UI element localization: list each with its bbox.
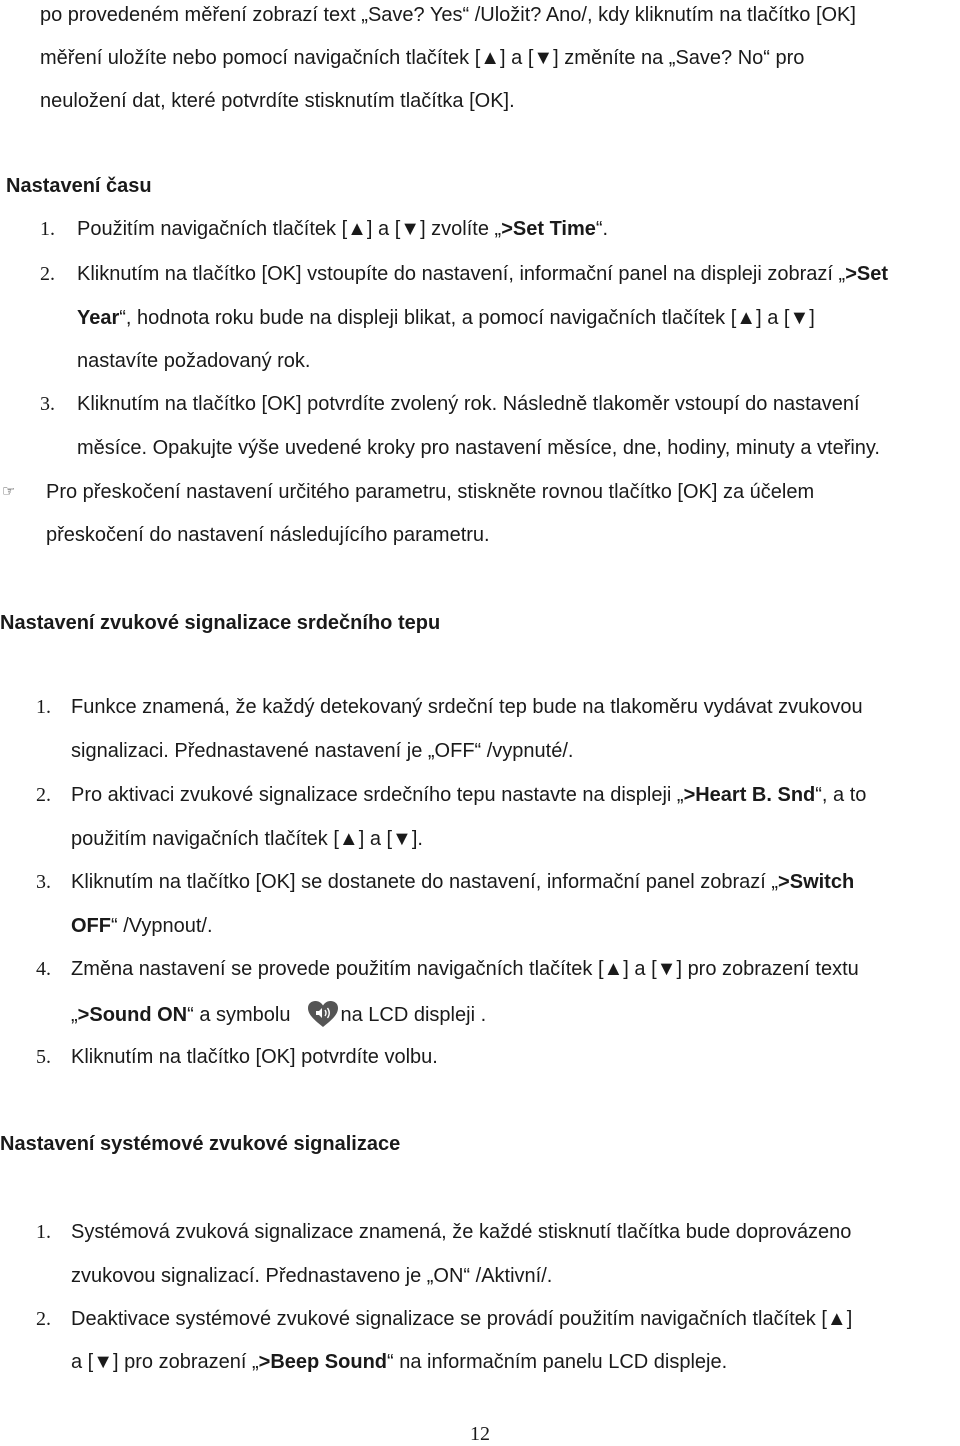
heading-system-sound: Nastavení systémové zvukové signalizace [0, 1133, 401, 1155]
heartbeat-item-3-line-1: Kliknutím na tlačítko [OK] se dostanete do nastavení, informační panel zobrazí „>Switch [71, 871, 855, 893]
heartbeat-item-4-line-2: „>Sound ON“ a symbolu na LCD displeji . [71, 1000, 486, 1028]
heartbeat-item-5-number: 5. [36, 1046, 51, 1068]
time-note-line-2: přeskočení do nastavení následujícího parametru. [46, 524, 490, 546]
system-item-2-line-1: Deaktivace systémové zvukové signalizace se provádí použitím navigačních tlačítek [▲] [71, 1308, 853, 1330]
time-item-3-number: 3. [40, 393, 55, 415]
time-item-3-line-1: Kliknutím na tlačítko [OK] potvrdíte zvolený rok. Následně tlakoměr vstoupí do nastavení [77, 393, 860, 415]
heartbeat-sound-icon [307, 1000, 339, 1028]
time-item-2-line-3: nastavíte požadovaný rok. [77, 350, 311, 372]
time-item-2-line-1: Kliknutím na tlačítko [OK] vstoupíte do nastavení, informační panel na displeji zobrazí „>Set [77, 263, 888, 285]
system-item-1-line-1: Systémová zvuková signalizace znamená, že každé stisknutí tlačítka bude doprovázeno [71, 1221, 852, 1243]
time-item-1: Použitím navigačních tlačítek [▲] a [▼] zvolíte „>Set Time“. [77, 218, 609, 240]
time-item-1-number: 1. [40, 218, 55, 240]
heartbeat-item-2-line-2: použitím navigačních tlačítek [▲] a [▼]. [71, 828, 423, 850]
heartbeat-item-3-number: 3. [36, 871, 51, 893]
heartbeat-item-5: Kliknutím na tlačítko [OK] potvrdíte volbu. [71, 1046, 438, 1068]
system-item-2-line-2: a [▼] pro zobrazení „>Beep Sound“ na informačním panelu LCD displeje. [71, 1351, 728, 1373]
time-note-line-1: Pro přeskočení nastavení určitého parametru, stiskněte rovnou tlačítko [OK] za účelem [46, 481, 815, 503]
time-item-3-line-2: měsíce. Opakujte výše uvedené kroky pro nastavení měsíce, dne, hodiny, minuty a vteřiny. [77, 437, 880, 459]
heading-time-settings: Nastavení času [6, 175, 152, 197]
heartbeat-item-2-line-1: Pro aktivaci zvukové signalizace srdečního tepu nastavte na displeji „>Heart B. Snd“, a to [71, 784, 867, 806]
heartbeat-item-1-number: 1. [36, 696, 51, 718]
heartbeat-item-4-line-1: Změna nastavení se provede použitím navigačních tlačítek [▲] a [▼] pro zobrazení textu [71, 958, 859, 980]
pointing-hand-icon: ☞ [2, 482, 16, 500]
heartbeat-item-3-line-2: OFF“ /Vypnout/. [71, 915, 213, 937]
intro-line-2: měření uložíte nebo pomocí navigačních tlačítek [▲] a [▼] změníte na „Save? No“ pro [40, 47, 805, 69]
time-item-2-number: 2. [40, 263, 55, 285]
heartbeat-item-2-number: 2. [36, 784, 51, 806]
heartbeat-item-1-line-2: signalizaci. Přednastavené nastavení je „OFF“ /vypnuté/. [71, 740, 574, 762]
intro-line-1: po provedeném měření zobrazí text „Save? Yes“ /Uložit? Ano/, kdy kliknutím na tlačítko [OK] [40, 4, 856, 26]
system-item-1-number: 1. [36, 1221, 51, 1243]
system-item-1-line-2: zvukovou signalizací. Přednastaveno je „ON“ /Aktivní/. [71, 1265, 553, 1287]
intro-line-3: neuložení dat, které potvrdíte stisknutím tlačítka [OK]. [40, 90, 515, 112]
system-item-2-number: 2. [36, 1308, 51, 1330]
heading-heartbeat-sound: Nastavení zvukové signalizace srdečního tepu [0, 612, 441, 634]
page-number: 12 [470, 1423, 490, 1445]
heartbeat-item-1-line-1: Funkce znamená, že každý detekovaný srdeční tep bude na tlakoměru vydávat zvukovou [71, 696, 863, 718]
heartbeat-item-4-number: 4. [36, 958, 51, 980]
time-item-2-line-2: Year“, hodnota roku bude na displeji blikat, a pomocí navigačních tlačítek [▲] a [▼] [77, 307, 815, 329]
